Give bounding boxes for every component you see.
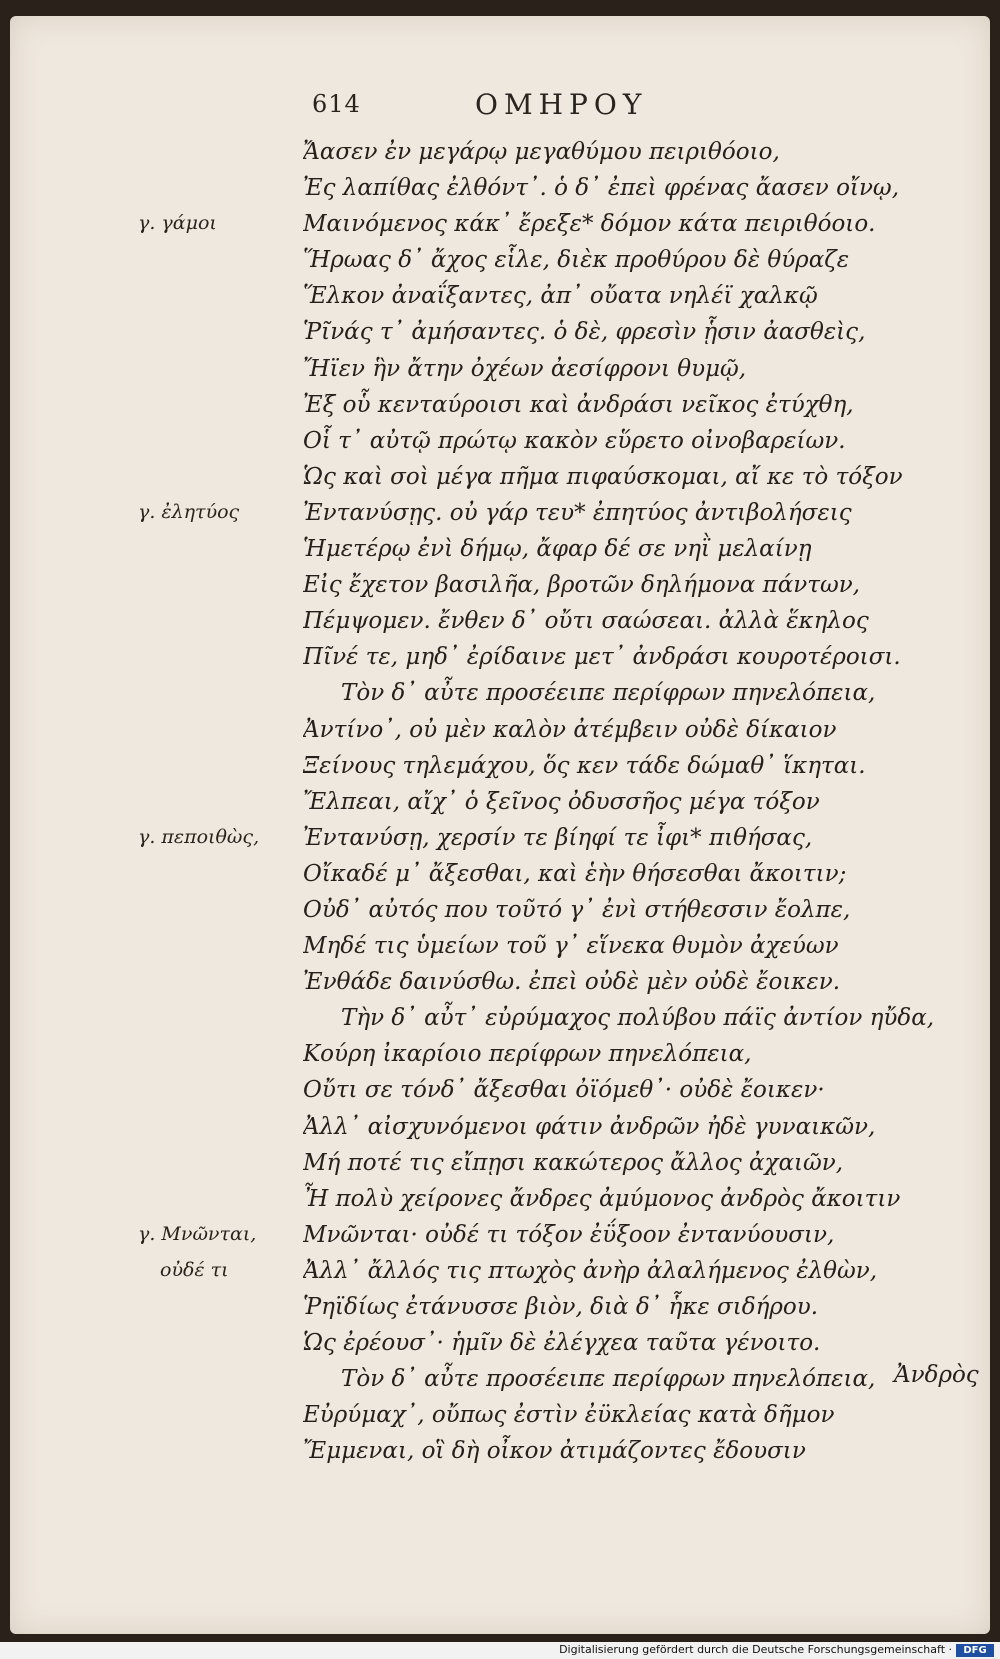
verse-line: Τὸν δ᾽ αὖτε προσέειπε περίφρων πηνελόπεια,: [341, 1366, 876, 1393]
verse-line: Ἀντίνο᾽, οὐ μὲν καλὸν ἀτέμβειν οὐδὲ δίκαιον: [303, 716, 837, 743]
verse-line: Ἔμμεναι, οἳ δὴ οἶκον ἀτιμάζοντες ἔδουσιν: [303, 1438, 806, 1465]
verse-line: Ἔλπεαι, αἴχ᾽ ὁ ξεῖνος ὀδυσσῆος μέγα τόξον: [303, 788, 820, 815]
verse-line: Ἀλλ᾽ αἰσχυνόμενοι φάτιν ἀνδρῶν ἠδὲ γυναικῶν,: [303, 1113, 876, 1140]
running-title: ΟΜΗΡΟΥ: [475, 88, 648, 121]
verse-line: Ἦ πολὺ χείρονες ἄνδρες ἀμύμονος ἀνδρὸς ἄκοιτιν: [303, 1185, 901, 1212]
verse-line: Οἷ τ᾽ αὐτῷ πρώτῳ κακὸν εὕρετο οἰνοβαρείων.: [303, 427, 846, 454]
verse-line: Ἐς λαπίθας ἐλθόντ᾽. ὁ δ᾽ ἐπεὶ φρένας ἄασεν οἴνῳ,: [303, 175, 900, 202]
verse-line: Κούρη ἰκαρίοιο περίφρων πηνελόπεια,: [303, 1041, 752, 1068]
verse-line: Μνῶνται· οὐδέ τι τόξον ἐΰξοον ἐντανύουσιν,: [303, 1221, 835, 1248]
verse-line: Ἀλλ᾽ ἄλλός τις πτωχὸς ἀνὴρ ἀλαλήμενος ἐλθὼν,: [303, 1257, 878, 1284]
verse-line: Ἥρωας δ᾽ ἄχος εἷλε, διὲκ προθύρου δὲ θύραζε: [303, 247, 850, 274]
verse-line: Ἐξ οὗ κενταύροισι καὶ ἀνδράσι νεῖκος ἐτύχθη,: [303, 391, 854, 418]
verse-block: [303, 134, 963, 1469]
margin-note: γ. Μνῶνται,: [138, 1223, 257, 1245]
verse-line: Μηδέ τις ὑμείων τοῦ γ᾽ εἵνεκα θυμὸν ἀχεύων: [303, 933, 839, 960]
verse-line: Ὡς καὶ σοὶ μέγα πῆμα πιφαύσκομαι, αἴ κε τὸ τόξον: [303, 463, 903, 490]
margin-note: γ. ἐλητύος: [138, 501, 240, 523]
verse-line: Ἕλκον ἀναΐξαντες, ἀπ᾽ οὔατα νηλέϊ χαλκῷ: [303, 283, 818, 310]
margin-note: οὐδέ τι: [160, 1259, 229, 1282]
verse-line: Οὐδ᾽ αὐτός που τοῦτό γ᾽ ἐνὶ στήθεσσιν ἔολπε,: [303, 896, 851, 923]
margin-note: γ. γάμοι: [138, 212, 217, 235]
catchword: Ἀνδρὸς: [894, 1362, 979, 1388]
verse-line: Ἐντανύσῃς. οὐ γάρ τευ* ἐπητύος ἀντιβολήσεις: [303, 499, 852, 526]
margin-note: γ. πεποιθὼς,: [138, 825, 260, 848]
verse-line: Τὸν δ᾽ αὖτε προσέειπε περίφρων πηνελόπεια,: [341, 680, 876, 707]
verse-line: Οἴκαδέ μ᾽ ἄξεσθαι, καὶ ἑὴν θήσεσθαι ἄκοιτιν;: [303, 860, 847, 887]
verse-line: Ἤϊεν ἣν ἄτην ὀχέων ἀεσίφρονι θυμῷ,: [303, 355, 747, 382]
verse-line: Εὐρύμαχ᾽, οὔπως ἐστὶν ἐϋκλείας κατὰ δῆμον: [303, 1402, 835, 1429]
verse-line: Μή ποτέ τις εἴπῃσι κακώτερος ἄλλος ἀχαιῶν,: [303, 1149, 844, 1176]
verse-line: Ῥῖνάς τ᾽ ἀμήσαντες. ὁ δὲ, φρεσὶν ᾗσιν ἀασθεὶς,: [303, 319, 866, 346]
verse-line: Τὴν δ᾽ αὖτ᾽ εὐρύμαχος πολύβου πάϊς ἀντίον ηὔδα,: [341, 1005, 935, 1032]
verse-line: Οὔτι σε τόνδ᾽ ἄξεσθαι ὀϊόμεθ᾽· οὐδὲ ἔοικεν·: [303, 1077, 825, 1104]
verse-line: Ῥηϊδίως ἐτάνυσσε βιὸν, διὰ δ᾽ ἧκε σιδήρου.: [303, 1294, 819, 1320]
verse-line: Πῖνέ τε, μηδ᾽ ἐρίδαινε μετ᾽ ἀνδράσι κουροτέροισι.: [303, 644, 901, 671]
book-page: [10, 16, 990, 1634]
verse-line: Ἡμετέρῳ ἐνὶ δήμῳ, ἄφαρ δέ σε νηῒ μελαίνῃ: [303, 536, 812, 563]
verse-line: Πέμψομεν. ἔνθεν δ᾽ οὔτι σαώσεαι. ἀλλὰ ἕκηλος: [303, 608, 869, 635]
verse-line: Ξείνους τηλεμάχου, ὅς κεν τάδε δώμαθ᾽ ἵκηται.: [303, 752, 866, 779]
footer-credit: Digitalisierung gefördert durch die Deutsche Forschungsgemeinschaft ·: [559, 1643, 952, 1656]
verse-line: Ἐνθάδε δαινύσθω. ἐπεὶ οὐδὲ μὲν οὐδὲ ἔοικεν.: [303, 969, 841, 996]
verse-line: Ἐντανύσῃ, χερσίν τε βίηφί τε ἶφι* πιθήσας,: [303, 824, 813, 851]
verse-line: Ὡς ἐρέουσ᾽· ἡμῖν δὲ ἐλέγχεα ταῦτα γένοιτο.: [303, 1330, 821, 1357]
verse-line: Ἄασεν ἐν μεγάρῳ μεγαθύμου πειριθόοιο,: [303, 139, 780, 165]
verse-line: Εἰς ἔχετον βασιλῆα, βροτῶν δηλήμονα πάντων,: [303, 572, 860, 599]
dfg-logo-icon: DFG: [956, 1644, 994, 1657]
page-number: 614: [312, 90, 361, 118]
page-header: [300, 88, 800, 128]
verse-line: Μαινόμενος κάκ᾽ ἔρεξε* δόμον κάτα πειριθόοιο.: [303, 211, 876, 238]
